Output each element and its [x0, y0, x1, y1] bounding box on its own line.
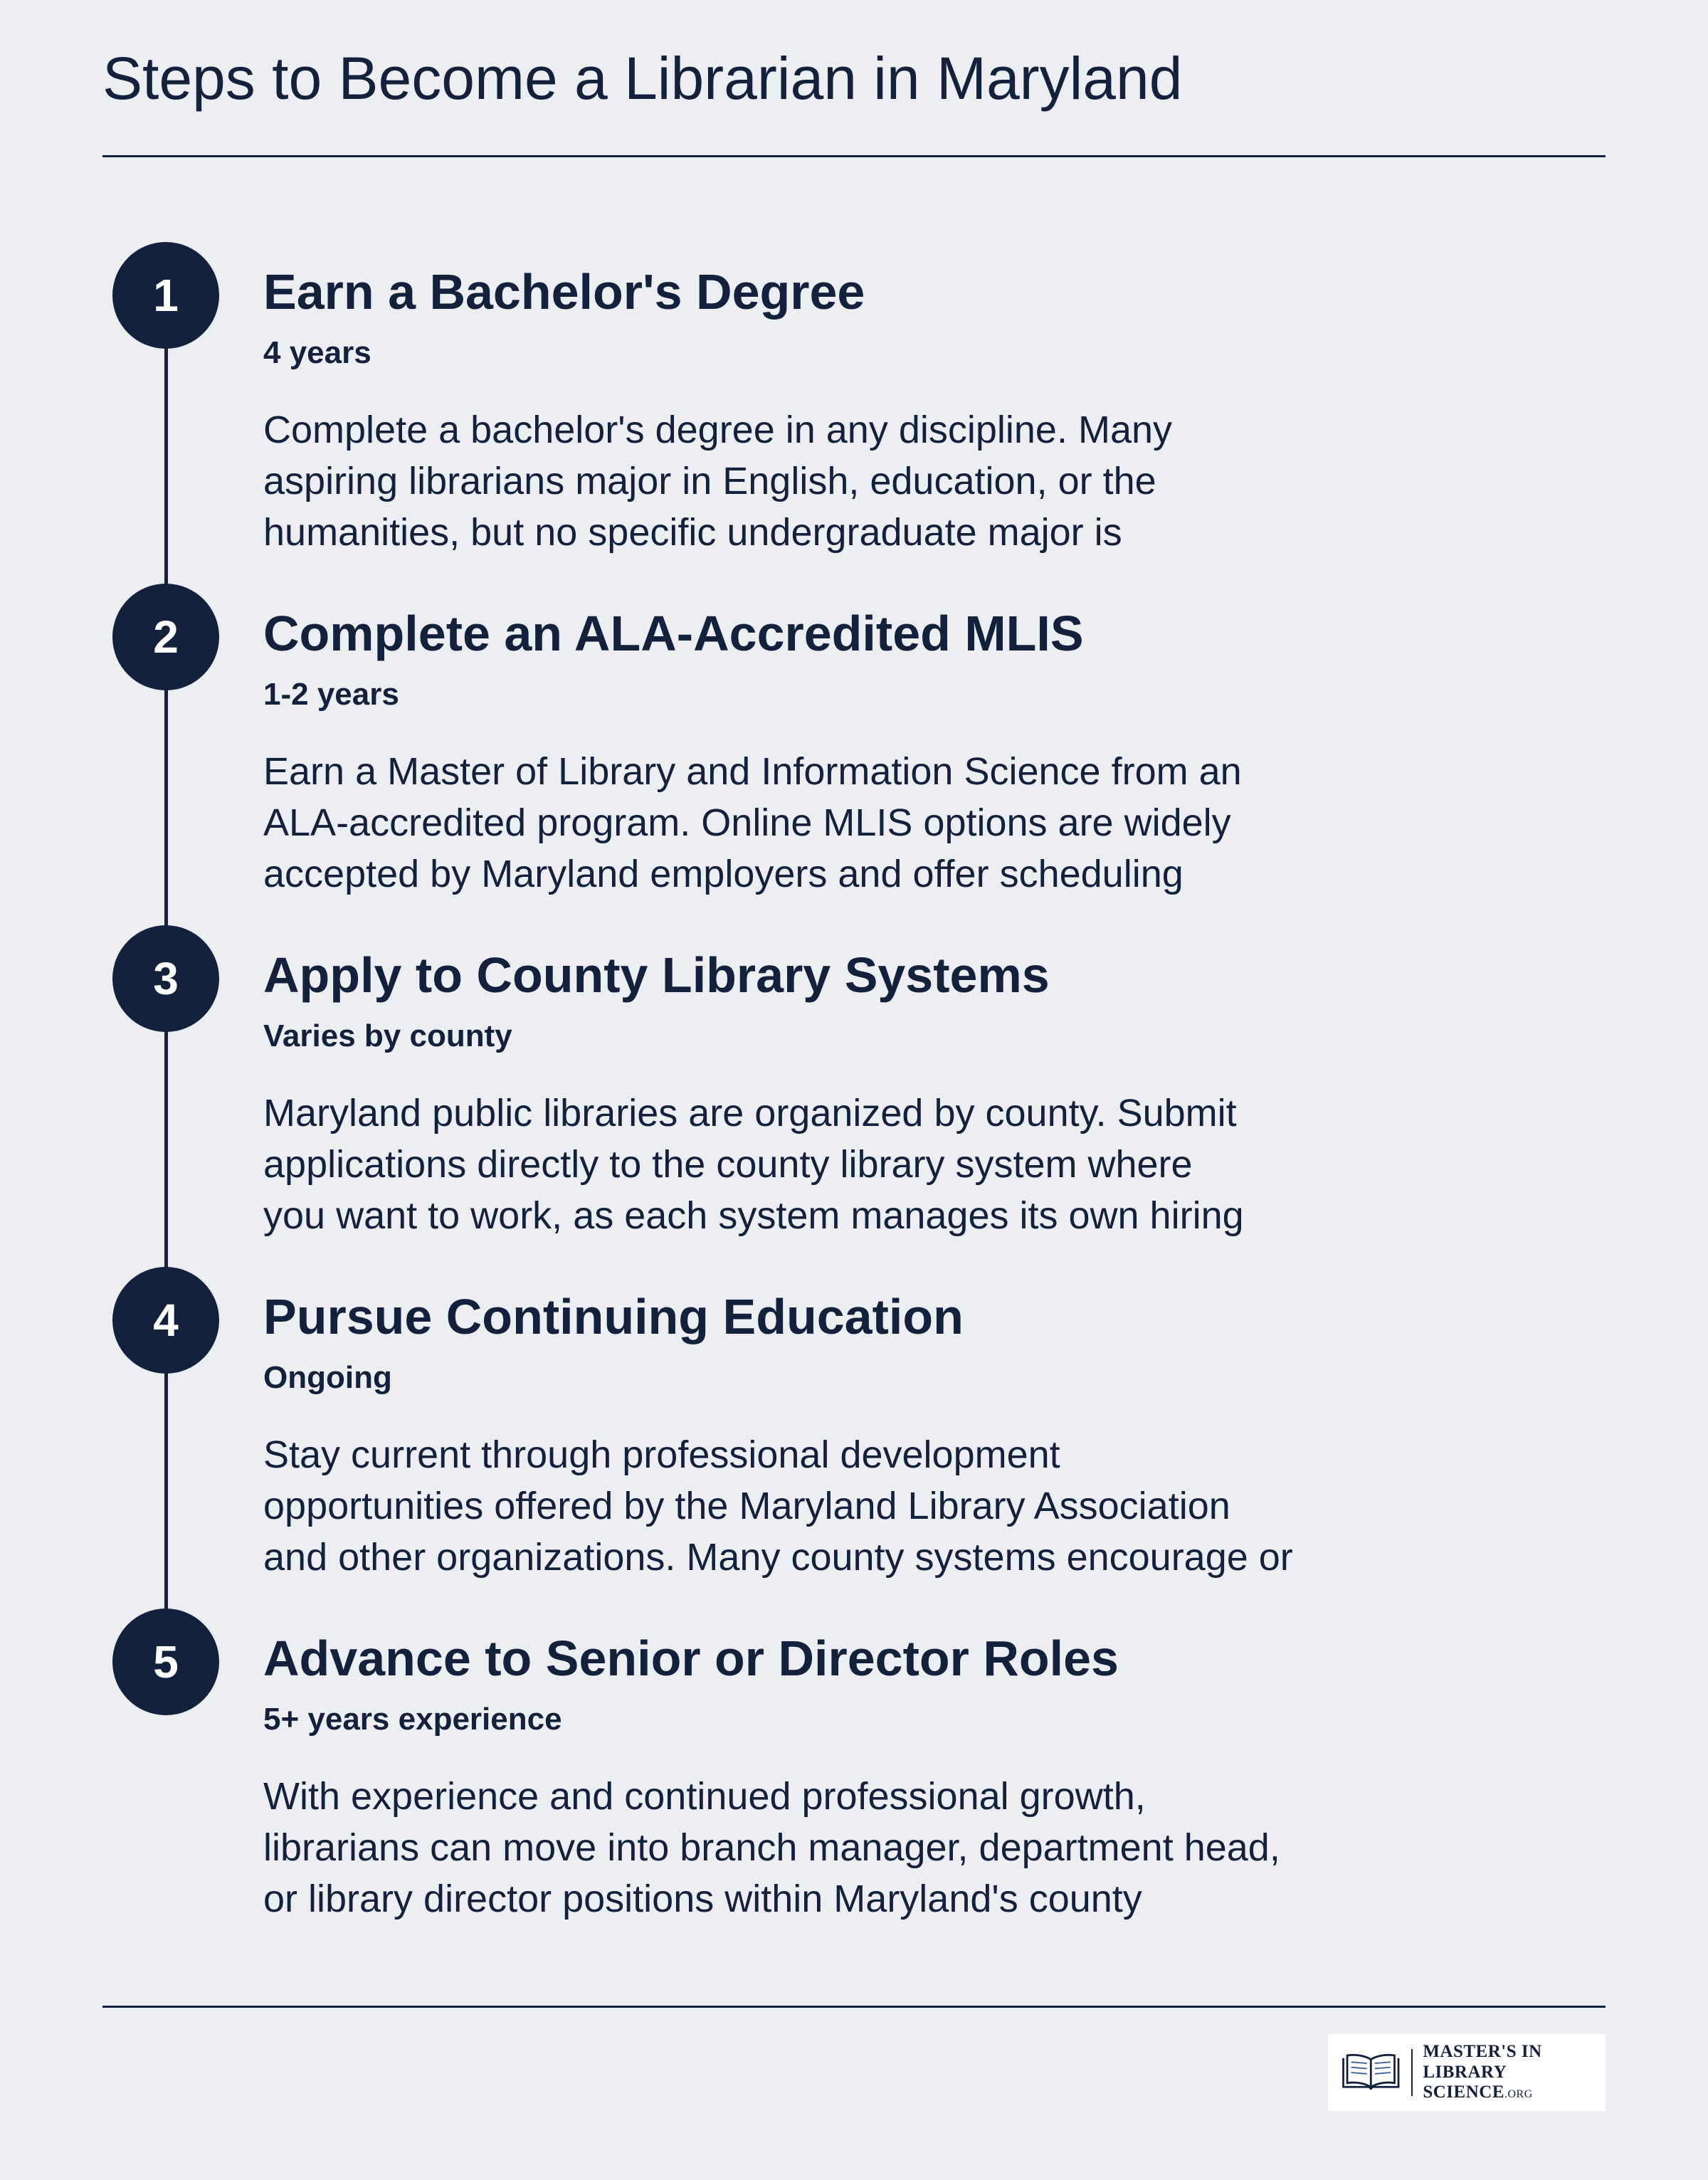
step-duration: 4 years: [263, 335, 371, 370]
step-duration: Varies by county: [263, 1018, 512, 1053]
step-5: [0, 1608, 1708, 1920]
logo-wordmark: [1423, 2042, 1606, 2103]
step-description-line: ALA-accredited program. Online MLIS options are widely: [263, 801, 1231, 844]
step-1: [0, 242, 1708, 554]
logo-line-2-text: LIBRARY SCIENCE: [1423, 2062, 1507, 2102]
step-number-badge: 3: [112, 925, 219, 1032]
step-description: [263, 1088, 1402, 1241]
step-description-line: Stay current through professional development: [263, 1433, 1060, 1476]
step-number-badge: 4: [112, 1267, 219, 1374]
step-title: Apply to County Library Systems: [263, 947, 1050, 1003]
step-duration: 5+ years experience: [263, 1702, 562, 1737]
step-title: Earn a Bachelor's Degree: [263, 264, 865, 320]
step-title: Advance to Senior or Director Roles: [263, 1631, 1119, 1686]
step-description-line: and other organizations. Many county systems encourage or: [263, 1536, 1293, 1579]
header-divider: [102, 155, 1606, 157]
footer-divider: [102, 2006, 1606, 2008]
step-number-badge: 1: [112, 242, 219, 349]
step-description-line: librarians can move into branch manager, department head,: [263, 1826, 1280, 1869]
step-number-badge: 2: [112, 584, 219, 690]
step-description-line: or library director positions within Maryland's county: [263, 1878, 1142, 1920]
step-3: [0, 925, 1708, 1237]
step-description: [263, 404, 1402, 558]
step-description: [263, 1429, 1402, 1583]
step-description-line: With experience and continued professional growth,: [263, 1775, 1146, 1818]
step-description: [263, 746, 1402, 900]
logo-line-1: MASTER'S IN: [1423, 2041, 1542, 2061]
step-2: [0, 584, 1708, 895]
logo-line-2: [1423, 2063, 1606, 2104]
step-description-line: you want to work, as each system manages its own hiring: [263, 1194, 1244, 1237]
open-book-icon: [1339, 2051, 1403, 2094]
step-description-line: opportunities offered by the Maryland Library Association: [263, 1485, 1230, 1527]
logo-suffix: .ORG: [1504, 2088, 1533, 2101]
step-description-line: aspiring librarians major in English, education, or the: [263, 460, 1156, 502]
step-description-line: applications directly to the county library system where: [263, 1143, 1193, 1186]
step-description-line: accepted by Maryland employers and offer scheduling: [263, 853, 1184, 895]
step-description-line: humanities, but no specific undergraduate major is: [263, 511, 1122, 554]
step-title: Pursue Continuing Education: [263, 1289, 964, 1344]
step-description-line: Earn a Master of Library and Information Science from an: [263, 750, 1242, 793]
step-number-badge: 5: [112, 1608, 219, 1715]
step-duration: 1-2 years: [263, 677, 399, 712]
step-4: [0, 1267, 1708, 1579]
site-logo[interactable]: [1328, 2034, 1606, 2111]
step-description: [263, 1771, 1402, 1924]
step-description-line: Complete a bachelor's degree in any discipline. Many: [263, 409, 1173, 451]
step-duration: Ongoing: [263, 1360, 392, 1395]
step-title: Complete an ALA-Accredited MLIS: [263, 606, 1084, 661]
page-title: Steps to Become a Librarian in Maryland: [102, 45, 1183, 112]
logo-divider: [1411, 2049, 1413, 2096]
step-description-line: Maryland public libraries are organized by county. Submit: [263, 1092, 1237, 1134]
